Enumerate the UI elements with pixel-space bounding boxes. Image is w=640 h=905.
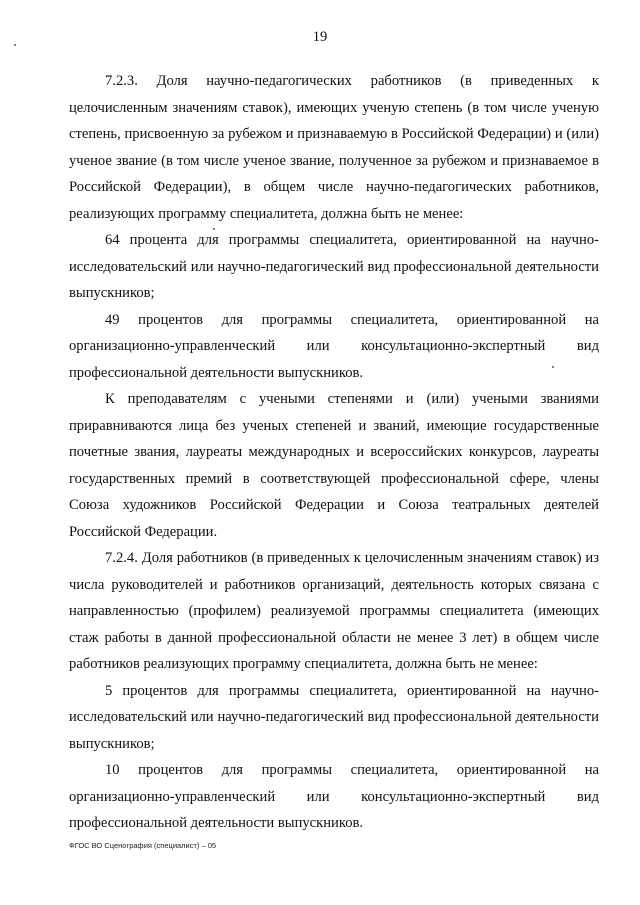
page-footer: ФГОС ВО Сценография (специалист) – 05 [69,841,217,850]
paragraph-5-percent: 5 процентов для программы специалитета, ориентированной на научно-исследовательский или научно-педагогический вид профессиональной деятельности выпускников; [69,682,599,752]
scan-speck [14,44,16,46]
scan-speck [552,366,554,368]
scan-speck [213,228,215,230]
paragraph-49-percent: 49 процентов для программы специалитета, ориентированной на организационно-управленческий или консультационно-экспертный вид профессиональной деятельности выпускников. [69,311,599,381]
paragraph-equivalence: К преподавателям с учеными степенями и (или) учеными званиями приравниваются лица без ученых степеней и званий, имеющие государственные почетные звания, лауреаты международных и всероссийских конкурсов, лауреаты государственных премий в соответствующей профессиональной сфере, члены Союза художников Российской Федерации и Союза театральных деятелей Российской Федерации. [69,391,599,540]
paragraph-7-2-3: 7.2.3. Доля научно-педагогических работников (в приведенных к целочисленным значениям ставок), имеющих ученую степень (в том числе ученую степень, присвоенную за рубежом и признаваемую в Российской Федерации) и (или) ученое звание (в том числе ученое звание, полученное за рубежом и признаваемое в Российской Федерации), в общем числе научно-педагогических работников, реализующих программу специалитета, должна быть не менее: [69,73,599,222]
document-body [69,68,599,837]
paragraph-64-percent: 64 процента для программы специалитета, ориентированной на научно-исследовательский или научно-педагогический вид профессиональной деятельности выпускников; [69,232,599,301]
paragraph-7-2-4: 7.2.4. Доля работников (в приведенных к целочисленным значениям ставок) из числа руководителей и работников организаций, деятельность которых связана с направленностью (профилем) реализуемой программы специалитета (имеющих стаж работы в данной профессиональной области не менее 3 лет) в общем числе работников реализующих программу специалитета, должна быть не менее: [69,550,599,672]
page-number: 19 [312,29,328,45]
paragraph-10-percent: 10 процентов для программы специалитета, ориентированной на организационно-управленческий или консультационно-экспертный вид профессиональной деятельности выпускников. [69,762,599,831]
